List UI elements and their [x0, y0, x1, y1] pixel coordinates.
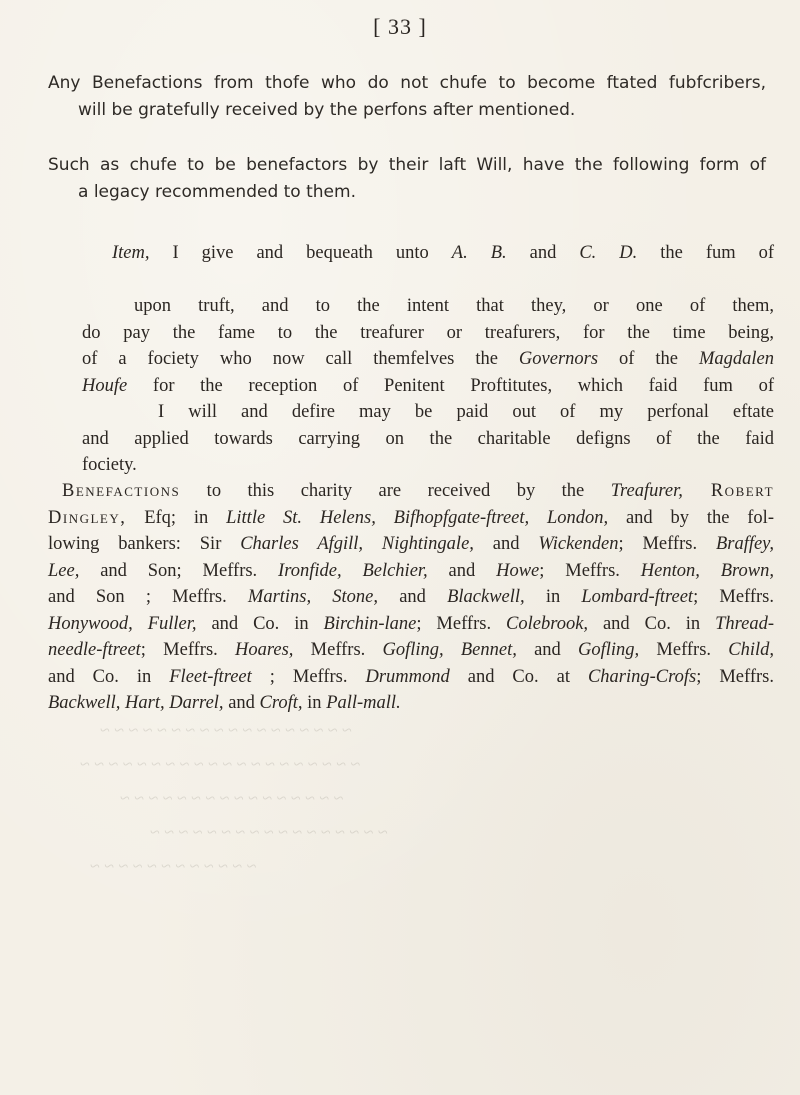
intro-line: Any Benefactions from thofe who do not chufe to become ftated fubfcribers,	[48, 73, 766, 93]
benefactions-lead: Benefactions	[62, 481, 181, 501]
legacy-form-line: do pay the fame to the treafurer or treafurers, for the time being,	[82, 322, 774, 343]
benefactions-line: and Son ; Meffrs. Martins, Stone, and Blackwell, in Lombard-ftreet; Meffrs.	[48, 587, 774, 607]
legacy-form-line: Item, I give and bequeath unto A. B. and C. D. the fum of	[112, 243, 775, 263]
governors: Governors	[518, 349, 599, 369]
benefactions-line: Backwell, Hart, Darrel, and Croft, in Pall-mall.	[48, 693, 401, 713]
name-cd: C. D.	[579, 243, 638, 263]
item-word: Item,	[112, 243, 150, 263]
benefactions-line: Honywood, Fuller, and Co. in Birchin-lane; Meffrs. Colebrook, and Co. in Thread-	[48, 613, 774, 634]
show-through-texture: ~ ~ ~ ~ ~ ~ ~ ~ ~ ~ ~ ~ ~ ~ ~ ~ ~ ~ ~ ~ ~ ~ ~ ~ ~ ~ ~ ~ ~ ~ ~ ~ ~ ~ ~ ~ ~ ~ ~ ~ ~ ~ ~ ~ ~ ~ ~ ~ ~ ~ ~ ~ ~ ~ ~ ~ ~ ~ ~ ~ ~ ~ ~ ~ ~ ~ ~ ~ ~ ~ ~ ~ ~ ~ ~ ~ ~ ~ ~ ~ ~ ~ ~	[80, 720, 388, 876]
legacy-form-line: and applied towards carrying on the charitable defigns of the faid	[82, 428, 774, 449]
legacy-intro-line: Such as chufe to be benefactors by their laft Will, have the following form of	[48, 155, 766, 175]
legacy-form-line: upon truft, and to the intent that they, or one of them,	[134, 296, 774, 316]
benefactions-line: Lee, and Son; Meffrs. Ironfide, Belchier, and Howe; Meffrs. Henton, Brown,	[48, 560, 774, 581]
legacy-form-line: fociety.	[82, 455, 137, 475]
legacy-form-line: I will and defire may be paid out of my perfonal eftate	[158, 402, 774, 422]
intro-paragraph	[48, 70, 766, 124]
benefactions-line: and Co. in Fleet-ftreet ; Meffrs. Drummond and Co. at Charing-Crofs; Meffrs.	[48, 666, 774, 687]
house: Houfe	[82, 375, 128, 396]
benefactions-line: Dingley, Efq; in Little St. Helens, Bifhopfgate-ftreet, London, and by the fol-	[48, 507, 774, 528]
legacy-intro-line: a legacy recommended to them.	[78, 182, 356, 202]
page-number: [ 33 ]	[373, 14, 427, 39]
magdalen: Magdalen	[698, 349, 774, 369]
legacy-intro-paragraph	[48, 152, 766, 206]
benefactions-line: needle-ftreet; Meffrs. Hoares, Meffrs. Gofling, Bennet, and Gofling, Meffrs. Child,	[48, 640, 775, 660]
legacy-form-line: Houfe for the reception of Penitent Proftitutes, which faid fum of	[82, 375, 774, 396]
legacy-form	[82, 240, 774, 479]
name-ab: A. B.	[451, 243, 507, 263]
benefactions-line: lowing bankers: Sir Charles Afgill, Nightingale, and Wickenden; Meffrs. Braffey,	[48, 534, 774, 554]
benefactions-paragraph	[48, 478, 774, 717]
intro-line: will be gratefully received by the perfons after mentioned.	[78, 100, 576, 120]
legacy-form-line: of a fociety who now call themfelves the Governors of the Magdalen	[82, 349, 774, 369]
benefactions-line: Benefactions to this charity are received by the Treafurer, Robert	[62, 481, 775, 501]
